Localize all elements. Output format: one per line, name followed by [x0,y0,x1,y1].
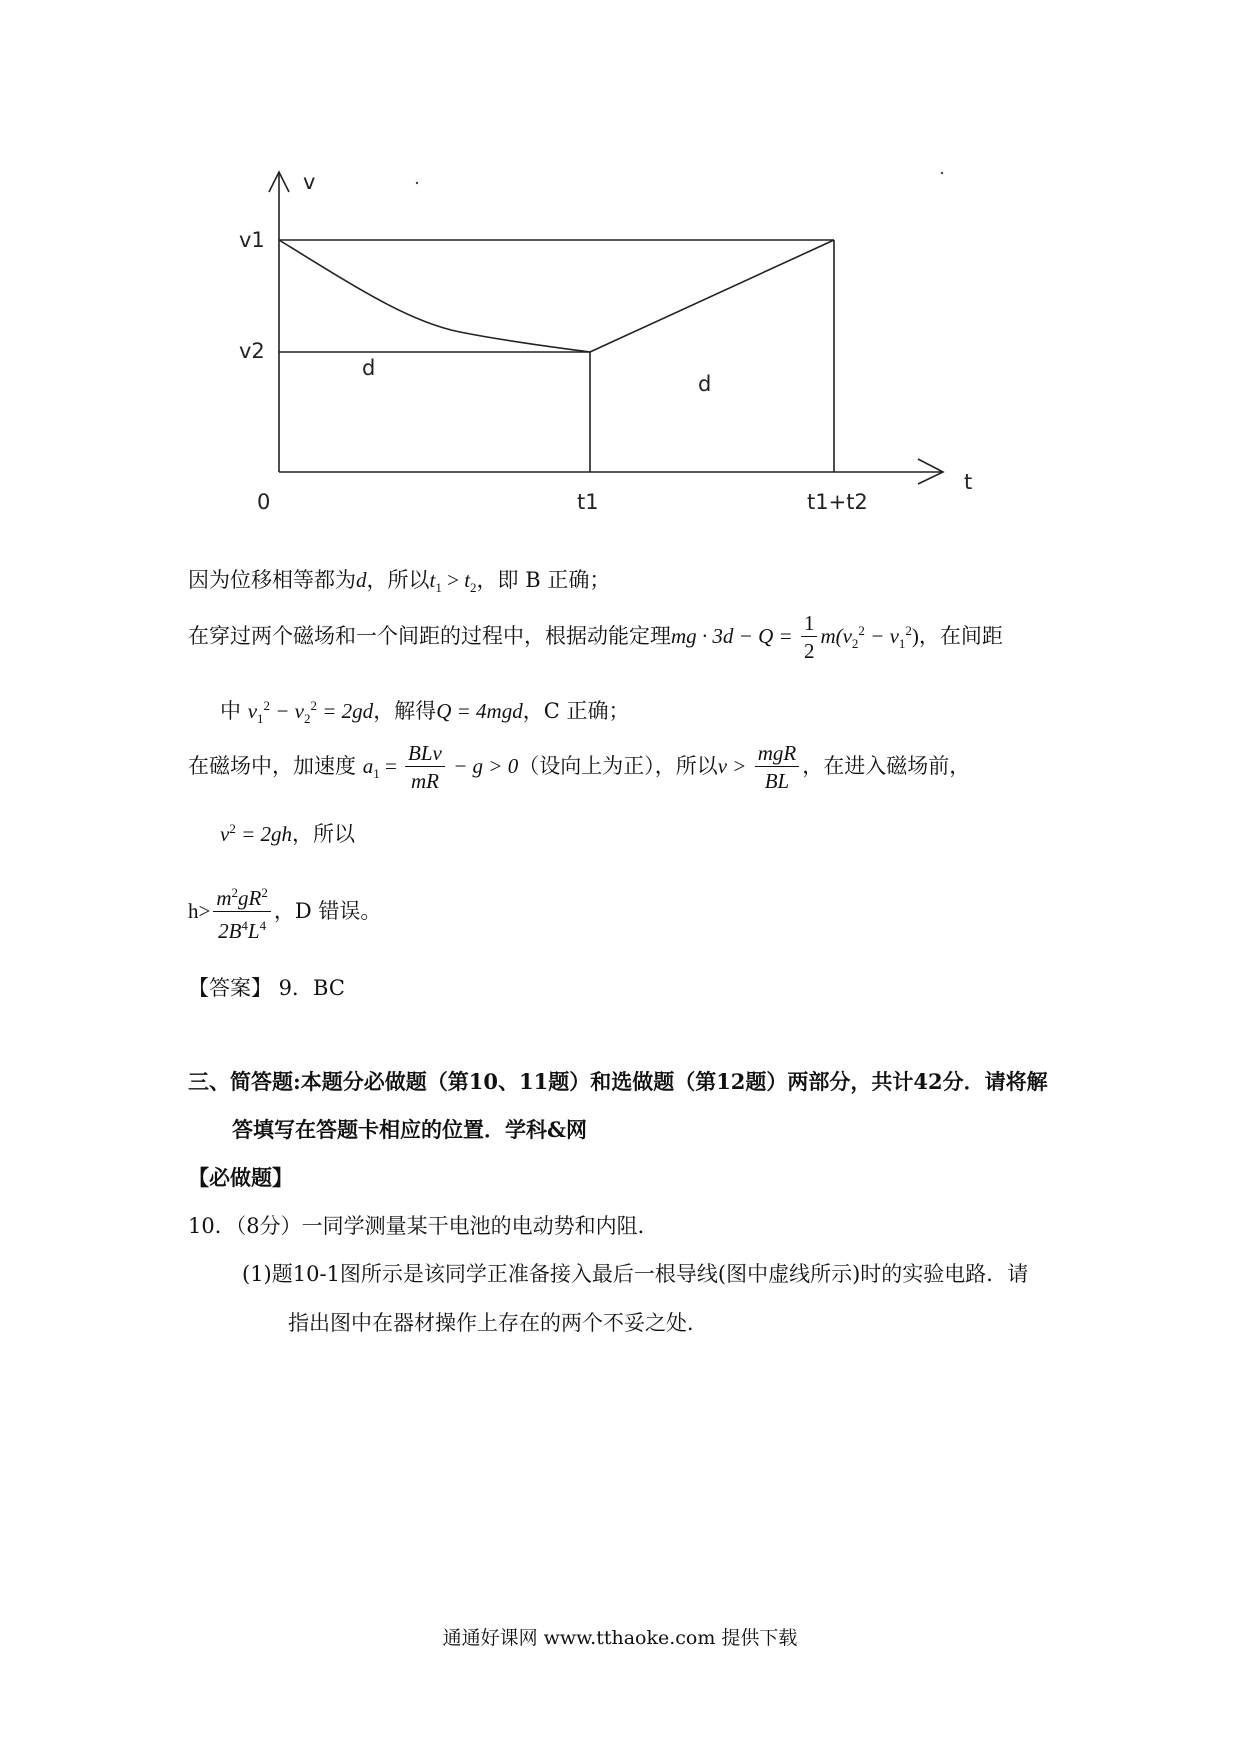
blv-over-mr-fraction: $\frac{\text{BLv}}{mR}$ [405,740,445,795]
page-footer: 通通好课网 www.tthaoke.com 提供下载 [442,1627,798,1649]
origin-label: 0 [257,490,271,514]
answer-line: 【答案】 9．BC [188,976,345,1000]
stray-dot [941,172,943,174]
v2-label: v2 [239,339,265,363]
v1-label: v1 [239,228,265,252]
half-fraction: $\frac{1}{2}$ [801,610,818,665]
t1-label: t1 [577,490,599,514]
question-10-part-1: (1)题10-1图所示是该同学正准备接入最后一根导线(图中虚线所示)时的实验电路．请 [242,1262,1029,1286]
para-c-correct: 中 $v_1^2 - v_2^2 = 2gd$，解得Q = 4mgd，C 正确； [220,698,630,727]
required-label: 【必做题】 [188,1165,293,1190]
mgr-over-bl-fraction: $\frac{\text{mgR}}{BL}$ [755,740,800,795]
x-axis-label: t [964,470,973,494]
section-3-heading-cont: 答填写在答题卡相应的位置．学科&网 [232,1117,587,1142]
deceleration-curve [279,240,590,352]
para-v-squared: $v^2 = 2gh$，所以 [220,821,355,846]
para-b-correct: 因为位移相等都为d，所以$t_1 > t_2$，即 B 正确； [188,568,611,596]
h-fraction: $\frac{m^2gR^2}{2B^4L^4}$ [213,880,271,945]
stray-dot [416,182,418,184]
question-10-part-1-cont: 指出图中在器材操作上存在的两个不妥之处． [288,1311,708,1335]
velocity-time-graph [0,0,1240,540]
section-3-heading: 三、简答题:本题分必做题（第10、11题）和选做题（第12题）两部分，共计42分．请将解 [188,1069,1048,1094]
para-energy-theorem: 在穿过两个磁场和一个间距的过程中，根据动能定理mg · 3d − Q = $\frac{1}{2}$ $m(v_2^2 - v_1^2)$，在间距 [188,611,1003,663]
para-acceleration: 在磁场中，加速度 $a_1$ = $\frac{\text{BLv}}{mR}$ − g > 0（设向上为正），所以v > $\frac{\text{mgR}}{BL}$ ，在进入磁场前， [188,741,971,793]
question-10: 10．（8分）一同学测量某干电池的电动势和内阻． [188,1214,659,1238]
para-d-wrong: h> $\frac{m^2gR^2}{2B^4L^4}$ ，D 错误。 [188,880,381,945]
t12-label: t1+t2 [807,490,868,514]
d-right-label: d [698,372,712,396]
acceleration-line [590,240,834,352]
y-axis-label: v [303,170,316,194]
d-left-label: d [362,356,376,380]
